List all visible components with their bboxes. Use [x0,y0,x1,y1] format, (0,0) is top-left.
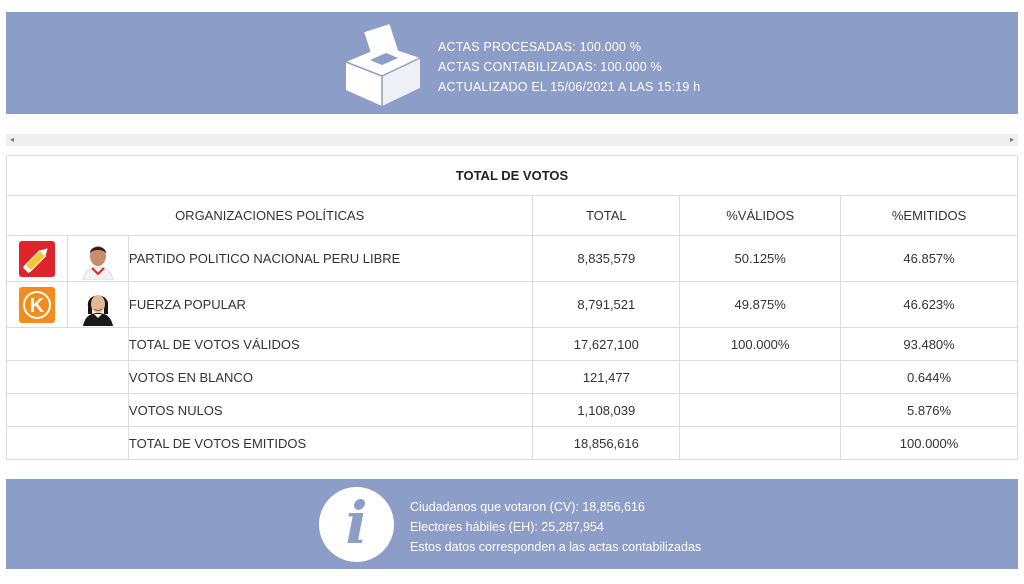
col-header-organizaciones: ORGANIZACIONES POLÍTICAS [7,196,533,236]
table-row [7,427,1018,460]
total-cell: 121,477 [533,361,680,394]
emitidos-cell: 93.480% [841,328,1018,361]
results-table [6,155,1018,460]
emitidos-cell: 46.623% [841,282,1018,328]
emitidos-cell: 100.000% [841,427,1018,460]
summary-label: TOTAL DE VOTOS EMITIDOS [128,427,532,460]
col-header-emitidos: %EMITIDOS [841,196,1018,236]
ciudadanos-votaron: Ciudadanos que votaron (CV): 18,856,616 [410,500,645,514]
table-row [7,394,1018,427]
total-cell: 17,627,100 [533,328,680,361]
emitidos-cell: 46.857% [841,236,1018,282]
validos-cell [680,394,841,427]
table-row [7,361,1018,394]
party-name: PARTIDO POLITICO NACIONAL PERU LIBRE [128,236,532,282]
party-name: FUERZA POPULAR [128,282,532,328]
total-cell: 18,856,616 [533,427,680,460]
ballot-box-icon [340,20,426,108]
svg-text:K: K [29,294,45,317]
summary-label: VOTOS NULOS [128,394,532,427]
candidate-photo [77,238,119,280]
emitidos-cell: 5.876% [841,394,1018,427]
validos-cell [680,361,841,394]
actas-contabilizadas: ACTAS CONTABILIZADAS: 100.000 % [438,60,662,74]
scroll-right-icon[interactable]: ▸ [1009,135,1014,144]
pencil-logo-icon [19,241,55,277]
validos-cell: 49.875% [680,282,841,328]
total-cell: 8,791,521 [533,282,680,328]
data-note: Estos datos corresponden a las actas contabilizadas [410,540,702,554]
actas-procesadas: ACTAS PROCESADAS: 100.000 % [438,40,642,54]
summary-banner [6,12,1018,114]
k-logo-icon [19,287,55,323]
table-row [7,236,1018,282]
validos-cell: 50.125% [680,236,841,282]
voters-info-banner [6,479,1018,569]
total-cell: 8,835,579 [533,236,680,282]
horizontal-scrollbar[interactable] [6,134,1018,146]
scroll-left-icon[interactable]: ◂ [10,135,15,144]
validos-cell: 100.000% [680,328,841,361]
total-cell: 1,108,039 [533,394,680,427]
emitidos-cell: 0.644% [841,361,1018,394]
table-row [7,282,1018,328]
col-header-total: TOTAL [533,196,680,236]
table-title: TOTAL DE VOTOS [7,156,1018,196]
col-header-validos: %VÁLIDOS [680,196,841,236]
info-icon: i [319,487,394,562]
electores-habiles: Electores hábiles (EH): 25,287,954 [410,520,604,534]
summary-label: TOTAL DE VOTOS VÁLIDOS [128,328,532,361]
summary-label: VOTOS EN BLANCO [128,361,532,394]
candidate-photo [77,284,119,326]
last-updated: ACTUALIZADO EL 15/06/2021 A LAS 15:19 h [438,80,701,94]
validos-cell [680,427,841,460]
table-row [7,328,1018,361]
